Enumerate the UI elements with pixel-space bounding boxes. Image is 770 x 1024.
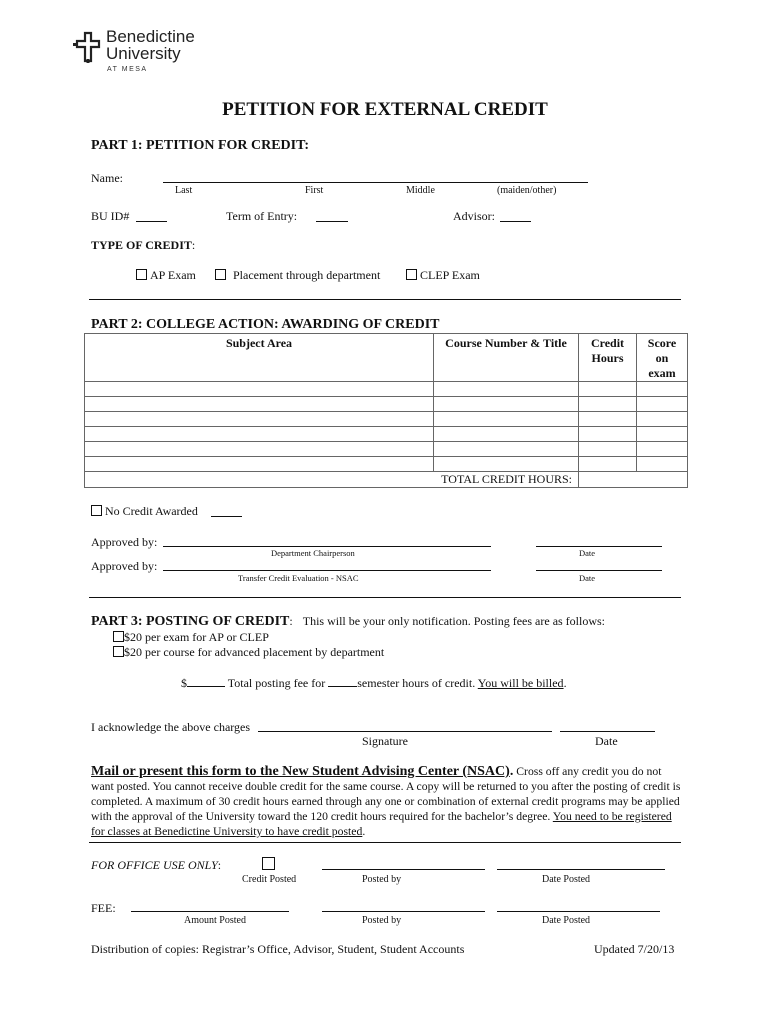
credit-cell[interactable]	[579, 457, 637, 472]
fee-option-label: $20 per course for advanced placement by department	[124, 645, 385, 659]
subject-cell[interactable]	[85, 427, 434, 442]
logo-line3: AT MESA	[107, 66, 148, 73]
option-clep-exam[interactable]	[406, 268, 480, 283]
approver1-date-label: Date	[579, 548, 596, 558]
score-cell[interactable]	[637, 427, 688, 442]
part3-heading: PART 3: POSTING OF CREDIT	[91, 614, 290, 629]
table-row[interactable]	[85, 412, 688, 427]
score-header: Score on exam	[637, 334, 688, 382]
total-posting-fee-line: $ Total posting fee for semester hours of credit. You will be billed.	[181, 676, 567, 690]
subject-cell[interactable]	[85, 397, 434, 412]
part3-colon: :	[289, 614, 293, 628]
mail-heading: Mail or present this form to the New Student Advising Center (NSAC)	[91, 764, 510, 779]
registered-note: You need to be registered for classes at Benedictine University to have credit posted	[91, 810, 672, 838]
fee-posted-by-line[interactable]	[322, 911, 485, 912]
fee-option-label: $20 per exam for AP or CLEP	[124, 630, 269, 644]
approved-by-label-1: Approved by:	[91, 535, 158, 549]
amount-posted-label: Amount Posted	[184, 915, 246, 926]
table-row[interactable]	[85, 442, 688, 457]
form-title: PETITION FOR EXTERNAL CREDIT	[222, 99, 548, 120]
fee-posted-by-label: Posted by	[362, 915, 402, 926]
office-use-label: FOR OFFICE USE ONLY:	[91, 858, 222, 872]
score-cell[interactable]	[637, 412, 688, 427]
updated-date: Updated 7/20/13	[594, 942, 675, 956]
credit-cell[interactable]	[579, 382, 637, 397]
option-label: CLEP Exam	[420, 268, 480, 282]
credit-cell[interactable]	[579, 397, 637, 412]
office-date-posted-line[interactable]	[497, 869, 665, 870]
subject-cell[interactable]	[85, 382, 434, 397]
no-credit-input-line[interactable]	[211, 516, 242, 517]
bu-id-input-line[interactable]	[136, 221, 167, 222]
checkbox[interactable]	[113, 646, 124, 657]
acknowledge-label: I acknowledge the above charges	[91, 720, 251, 734]
office-posted-by-line[interactable]	[322, 869, 485, 870]
part1-heading: PART 1: PETITION FOR CREDIT:	[91, 138, 310, 153]
no-credit-label: No Credit Awarded	[105, 504, 198, 518]
mail-body: Cross off any credit you do not want posted. You cannot receive double credit for the same course. A copy will be returned to you after the posting of credit is completed. A maximum of 30 credit hours earned through any one or combination of external credit programs may be applied with the approval of the University toward the 120 credit hours required for the bachelor’s degree.	[91, 765, 681, 823]
subject-cell[interactable]	[85, 457, 434, 472]
fee-date-posted-line[interactable]	[497, 911, 660, 912]
fee-amount-blank[interactable]	[187, 676, 225, 687]
section-divider	[89, 842, 681, 843]
acknowledge-signature-line[interactable]	[258, 731, 552, 732]
type-of-credit-text: TYPE OF CREDIT	[91, 238, 192, 252]
date-posted-label: Date Posted	[542, 874, 591, 885]
course-cell[interactable]	[434, 382, 579, 397]
approved-by-label-2: Approved by:	[91, 559, 158, 573]
checkbox[interactable]	[113, 631, 124, 642]
option-placement[interactable]	[215, 268, 380, 283]
distribution-note: Distribution of copies: Registrar’s Office, Advisor, Student, Student Accounts	[91, 942, 465, 956]
option-label: Placement through department	[233, 268, 381, 282]
logo-line1: Benedictine	[106, 27, 195, 46]
bu-id-label: BU ID#	[91, 209, 130, 223]
advisor-input-line[interactable]	[500, 221, 531, 222]
total-credit-hours-label: TOTAL CREDIT HOURS:	[85, 472, 579, 488]
course-cell[interactable]	[434, 442, 579, 457]
table-row[interactable]	[85, 397, 688, 412]
term-input-line[interactable]	[316, 221, 348, 222]
fee-date-posted-label: Date Posted	[542, 915, 591, 926]
part3-heading-line	[91, 612, 605, 630]
subject-cell[interactable]	[85, 412, 434, 427]
section-divider	[89, 597, 681, 598]
signature-label: Signature	[362, 734, 408, 748]
score-cell[interactable]	[637, 457, 688, 472]
date-label: Date	[595, 734, 618, 748]
table-row[interactable]	[85, 427, 688, 442]
course-cell[interactable]	[434, 427, 579, 442]
billed-text: You will be billed	[477, 676, 564, 690]
approver1-signature-line[interactable]	[163, 546, 491, 547]
credit-cell[interactable]	[579, 442, 637, 457]
name-last-label: Last	[175, 185, 193, 196]
table-header-row	[85, 334, 688, 382]
course-header: Course Number & Title	[434, 334, 579, 382]
fee-option-placement[interactable]	[113, 645, 384, 660]
term-label: Term of Entry:	[226, 209, 298, 223]
score-cell[interactable]	[637, 397, 688, 412]
name-first-label: First	[305, 185, 324, 196]
course-cell[interactable]	[434, 412, 579, 427]
approver2-label: Transfer Credit Evaluation - NSAC	[238, 573, 359, 583]
checkbox[interactable]	[215, 269, 226, 280]
option-label: AP Exam	[150, 268, 196, 282]
option-ap-exam[interactable]	[136, 268, 196, 283]
posted-by-label: Posted by	[362, 874, 402, 885]
university-cross-logo-icon	[72, 30, 104, 64]
mail-instructions: Mail or present this form to the New Student Advising Center (NSAC). Cross off any credit you do not want posted. You cannot receive double credit for the same course. A copy will be returned to you after the posting of credit is completed. A maximum of 30 credit hours earned through any one or combination of external credit programs may be applied with the approval of the University toward the 120 credit hours required for the bachelor’s degree. You need to be registered for classes at Benedictine University to have credit posted.	[91, 764, 681, 838]
part3-intro: This will be your only notification. Posting fees are as follows:	[302, 614, 606, 628]
subject-area-header: Subject Area	[85, 334, 434, 382]
subject-cell[interactable]	[85, 442, 434, 457]
approver1-date-line[interactable]	[536, 546, 662, 547]
score-cell[interactable]	[637, 382, 688, 397]
acknowledge-date-line[interactable]	[560, 731, 655, 732]
course-cell[interactable]	[434, 457, 579, 472]
checkbox[interactable]	[406, 269, 417, 280]
name-label: Name:	[91, 171, 123, 185]
no-credit-awarded[interactable]	[91, 504, 198, 519]
fee-label: FEE:	[91, 901, 116, 915]
credit-cell[interactable]	[579, 427, 637, 442]
checkbox[interactable]	[136, 269, 147, 280]
approver2-signature-line[interactable]	[163, 570, 491, 571]
fee-option-ap-clep[interactable]	[113, 630, 269, 645]
credit-table	[84, 333, 688, 488]
credit-posted-label: Credit Posted	[242, 874, 297, 885]
total-credit-hours-cell[interactable]	[579, 472, 688, 488]
name-input-line[interactable]	[163, 182, 588, 183]
credit-hours-header: Credit Hours	[579, 334, 637, 382]
table-row[interactable]	[85, 382, 688, 397]
score-cell[interactable]	[637, 442, 688, 457]
semester-hours-blank[interactable]	[328, 676, 357, 687]
name-maiden-label: (maiden/other)	[497, 185, 557, 196]
advisor-label: Advisor:	[453, 209, 495, 223]
course-cell[interactable]	[434, 397, 579, 412]
approver1-label: Department Chairperson	[271, 548, 355, 558]
total-row	[85, 472, 688, 488]
section-divider	[89, 299, 681, 300]
name-middle-label: Middle	[406, 185, 435, 196]
logo-line2: University	[106, 44, 181, 63]
credit-cell[interactable]	[579, 412, 637, 427]
approver2-date-label: Date	[579, 573, 596, 583]
type-of-credit-label	[91, 238, 195, 253]
credit-posted-checkbox[interactable]	[262, 857, 275, 870]
approver2-date-line[interactable]	[536, 570, 662, 571]
checkbox[interactable]	[91, 505, 102, 516]
type-of-credit-colon: :	[191, 238, 196, 252]
fee-amount-line[interactable]	[131, 911, 289, 912]
table-row[interactable]	[85, 457, 688, 472]
part2-heading: PART 2: COLLEGE ACTION: AWARDING OF CREDIT	[91, 317, 440, 332]
